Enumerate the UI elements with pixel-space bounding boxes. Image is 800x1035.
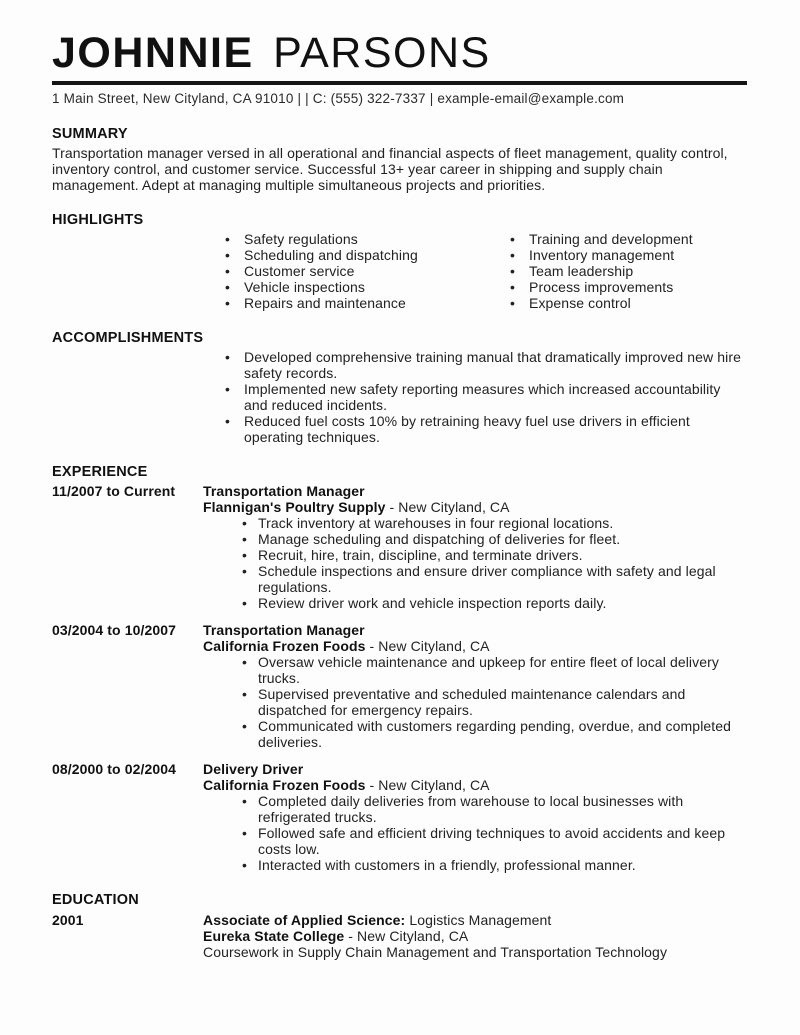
highlights-column-2 xyxy=(508,231,747,311)
header-divider xyxy=(52,81,747,85)
job-company-line xyxy=(203,499,747,515)
education-degree-line xyxy=(203,912,747,928)
job-company: Flannigan's Poultry Supply xyxy=(203,499,386,515)
contact-line: 1 Main Street, New Cityland, CA 91010 | | C: (555) 322-7337 | example-email@example.com xyxy=(52,91,625,106)
job-bullet: • Supervised preventative and scheduled maintenance calendars and dispatched for emergency repairs. xyxy=(240,686,747,718)
job-bullet: • Communicated with customers regarding pending, overdue, and completed deliveries. xyxy=(240,718,747,750)
education-year: 2001 xyxy=(52,912,84,928)
education-content xyxy=(203,912,747,960)
job-bullets xyxy=(240,515,747,611)
job-bullet: • Review driver work and vehicle inspection reports daily. xyxy=(240,595,747,611)
section-accomplishments xyxy=(52,330,747,445)
job-company: California Frozen Foods xyxy=(203,777,366,793)
job-bullets xyxy=(240,654,747,750)
highlight-item: • Training and development xyxy=(508,231,747,247)
job-bullet: • Recruit, hire, train, discipline, and terminate drivers. xyxy=(240,547,747,563)
highlight-item: • Repairs and maintenance xyxy=(223,295,508,311)
job-content xyxy=(203,761,747,873)
candidate-name xyxy=(52,30,747,76)
section-summary xyxy=(52,126,747,193)
highlights-heading: HIGHLIGHTS xyxy=(52,212,144,228)
job-bullet: • Followed safe and efficient driving techniques to avoid accidents and keep costs low. xyxy=(240,825,747,857)
experience-heading: EXPERIENCE xyxy=(52,464,148,480)
accomplishment-item: • Developed comprehensive training manual that dramatically improved new hire safety records. xyxy=(223,349,747,381)
job-entry xyxy=(52,483,747,611)
education-school: Eureka State College xyxy=(203,928,345,944)
job-entry xyxy=(52,761,747,873)
education-school-location: - New Cityland, CA xyxy=(348,928,469,944)
job-content xyxy=(203,622,747,750)
job-bullet: • Manage scheduling and dispatching of deliveries for fleet. xyxy=(240,531,747,547)
job-content xyxy=(203,483,747,611)
candidate-first-name: JOHNNIE xyxy=(52,29,254,77)
job-title: Transportation Manager xyxy=(203,622,365,638)
job-location: - New Cityland, CA xyxy=(389,499,510,515)
section-highlights xyxy=(52,212,747,311)
accomplishment-item: • Implemented new safety reporting measures which increased accountability and reduced incidents. xyxy=(223,381,747,413)
education-degree: Associate of Applied Science: xyxy=(203,912,406,928)
job-dates: 11/2007 to Current xyxy=(52,483,176,499)
accomplishments-heading: ACCOMPLISHMENTS xyxy=(52,330,204,346)
accomplishment-item: • Reduced fuel costs 10% by retraining heavy fuel use drivers in efficient operating techniques. xyxy=(223,413,747,445)
highlight-item: • Inventory management xyxy=(508,247,747,263)
highlight-item: • Safety regulations xyxy=(223,231,508,247)
highlight-item: • Customer service xyxy=(223,263,508,279)
education-entry xyxy=(52,912,747,960)
highlight-item: • Vehicle inspections xyxy=(223,279,508,295)
job-bullet: • Track inventory at warehouses in four regional locations. xyxy=(240,515,747,531)
job-bullet: • Completed daily deliveries from warehouse to local businesses with refrigerated trucks. xyxy=(240,793,747,825)
job-bullet: • Schedule inspections and ensure driver compliance with safety and legal regulations. xyxy=(240,563,747,595)
section-experience xyxy=(52,464,747,873)
job-location: - New Cityland, CA xyxy=(369,638,490,654)
job-bullet: • Interacted with customers in a friendly, professional manner. xyxy=(240,857,747,873)
job-dates: 03/2004 to 10/2007 xyxy=(52,622,177,638)
highlight-item: • Expense control xyxy=(508,295,747,311)
job-title: Transportation Manager xyxy=(203,483,365,499)
job-bullets xyxy=(240,793,747,873)
candidate-last-name: PARSONS xyxy=(273,29,491,77)
job-dates: 08/2000 to 02/2004 xyxy=(52,761,177,777)
job-company-line xyxy=(203,638,747,654)
education-school-line xyxy=(203,928,747,944)
education-coursework: Coursework in Supply Chain Management and Transportation Technology xyxy=(203,944,668,960)
job-entry xyxy=(52,622,747,750)
highlight-item: • Team leadership xyxy=(508,263,747,279)
accomplishments-list xyxy=(223,349,747,445)
job-company-line xyxy=(203,777,747,793)
highlight-item: • Scheduling and dispatching xyxy=(223,247,508,263)
summary-heading: SUMMARY xyxy=(52,126,128,142)
section-education xyxy=(52,892,747,960)
highlights-column-1 xyxy=(223,231,508,311)
job-company: California Frozen Foods xyxy=(203,638,366,654)
summary-text: Transportation manager versed in all operational and financial aspects of fleet management, quality control, inventory control, and customer service. Successful 13+ year career in shipping and supply chain management. Adept at managing multiple simultaneous projects and priorities. xyxy=(52,145,728,193)
highlight-item: • Process improvements xyxy=(508,279,747,295)
highlights-grid xyxy=(223,231,747,311)
education-field: Logistics Management xyxy=(409,912,552,928)
job-location: - New Cityland, CA xyxy=(369,777,490,793)
education-heading: EDUCATION xyxy=(52,892,139,908)
job-title: Delivery Driver xyxy=(203,761,304,777)
job-bullet: • Oversaw vehicle maintenance and upkeep for entire fleet of local delivery trucks. xyxy=(240,654,747,686)
